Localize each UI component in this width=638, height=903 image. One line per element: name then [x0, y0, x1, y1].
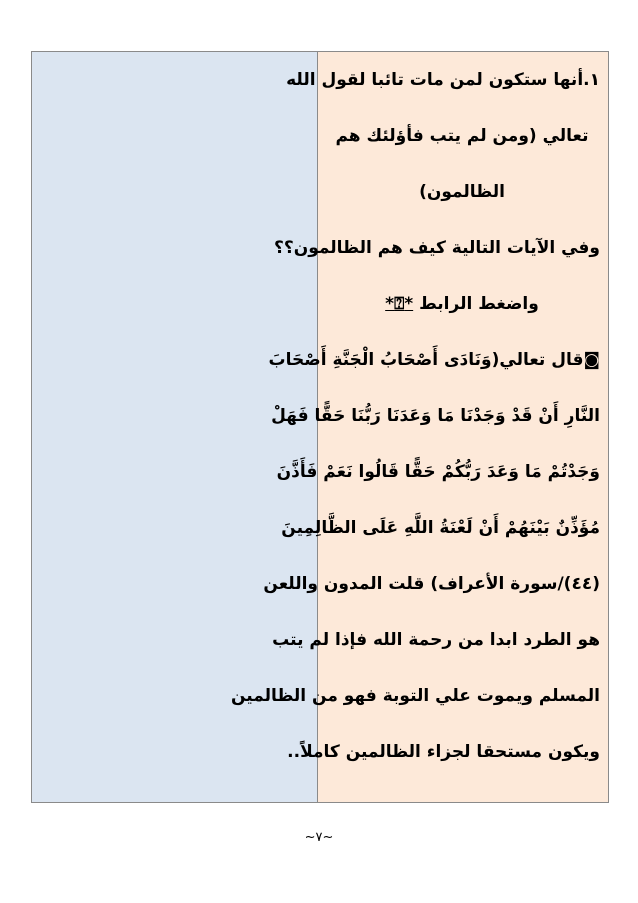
content-table	[31, 51, 609, 803]
text-line-6: ◙قال تعالي(وَنَادَى أَصْحَابُ الْجَنَّةِ أَصْحَابَ	[268, 350, 600, 370]
text-line-1: ١.أنها ستكون لمن مات تائبا لقول الله	[286, 70, 600, 90]
text-line-11: هو الطرد ابدا من رحمة الله فإذا لم يتب	[272, 630, 600, 650]
text-line-4: وفي الآيات التالية كيف هم الظالمون؟؟	[273, 238, 600, 258]
link-marker[interactable]: *⍰*	[385, 294, 414, 314]
text-line-2: تعالي (ومن لم يتب فأؤلئك هم	[335, 126, 589, 146]
text-line-13: ويكون مستحقا لجزاء الظالمين كاملاً..	[287, 742, 600, 762]
text-line-5	[324, 284, 600, 324]
link-instruction: واضغط الرابط	[419, 294, 539, 314]
text-line-8: وَجَدْتُمْ مَا وَعَدَ رَبُّكُمْ حَقًّا قَالُوا نَعَمْ فَأَذَّنَ	[276, 462, 600, 482]
text-line-3: الظالمون)	[419, 182, 505, 202]
page-number: ~٧~	[304, 830, 334, 845]
text-line-12: المسلم ويموت علي التوبة فهو من الظالمين	[230, 686, 600, 706]
text-line-7: النَّارِ أَنْ قَدْ وَجَدْنَا مَا وَعَدَنَا رَبُّنَا حَقًّا فَهَلْ	[271, 406, 600, 426]
text-cell	[230, 52, 608, 802]
text-line-9: مُؤَذِّنٌ بَيْنَهُمْ أَنْ لَعْنَةُ اللَّهِ عَلَى الظَّالِمِينَ	[281, 518, 600, 538]
text-line-10: (٤٤)/سورة الأعراف) قلت المدون واللعن	[263, 574, 600, 594]
